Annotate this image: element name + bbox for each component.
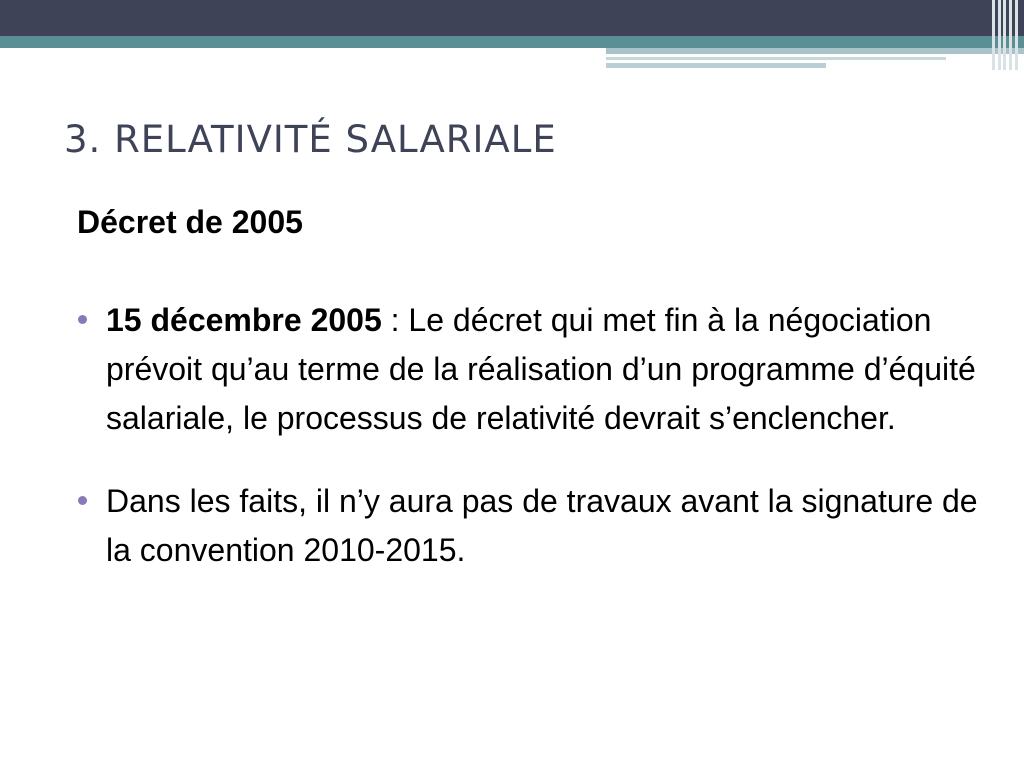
bullet-dot-icon bbox=[78, 315, 87, 324]
header-stripes bbox=[990, 0, 1024, 70]
bullet-list bbox=[78, 296, 978, 575]
bullet-date: 15 décembre 2005 bbox=[106, 302, 382, 338]
header-accent-line bbox=[606, 48, 1024, 54]
header-teal-band bbox=[0, 36, 1024, 48]
slide-subtitle: Décret de 2005 bbox=[77, 204, 303, 240]
bullet-item bbox=[78, 477, 978, 575]
bullet-text: : Le décret qui met fin à la négociation prévoit qu’au terme de la réalisation d’un programme d’équité salariale, le processus de relativité devrait s’enclencher. bbox=[106, 302, 976, 436]
header-accent-line bbox=[606, 57, 946, 60]
slide-title: 3. RELATIVITÉ SALARIALE bbox=[64, 118, 557, 161]
header-accent-line bbox=[606, 63, 826, 68]
bullet-text: Dans les faits, il n’y aura pas de travaux avant la signature de la convention 2010-2015. bbox=[106, 483, 978, 568]
header-dark-band bbox=[0, 0, 1024, 36]
bullet-dot-icon bbox=[78, 496, 87, 505]
bullet-item bbox=[78, 296, 978, 443]
